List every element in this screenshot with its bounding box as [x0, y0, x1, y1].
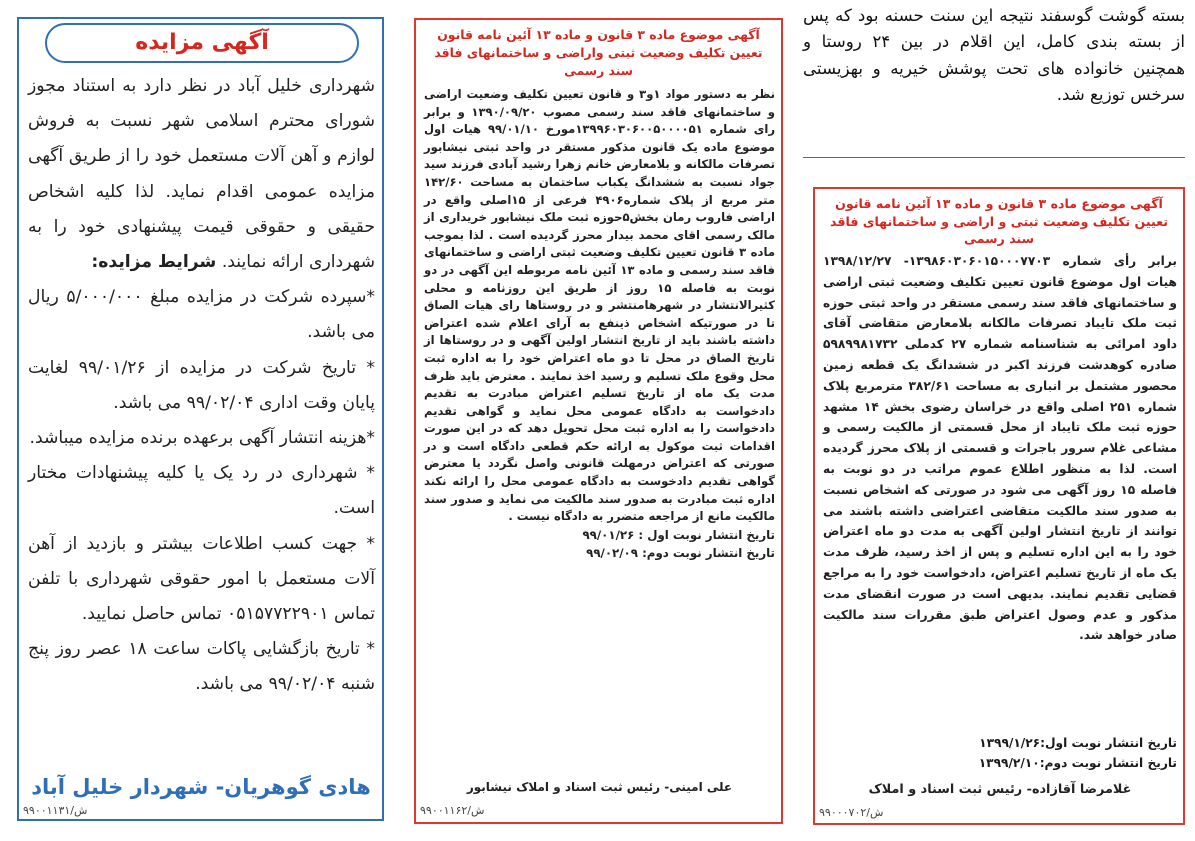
auction-ad-code: ش/۹۹۰۰۱۱۳۱ [23, 804, 88, 817]
registry-ad-heading: آگهی موضوع ماده ۳ قانون و ماده ۱۳ آئین نامه قانون تعیین تکلیف وضعیت ثبتی واراضی و ساختمانهای فاقد سند رسمی [434, 27, 763, 78]
registry-ad-dates [823, 733, 1177, 773]
registry-ad-date-first: تاریخ انتشار نوبت اول:۱۳۹۹/۱/۲۶ [979, 736, 1177, 750]
registry-ad-text: برابر رأی شماره ۱۳۹۸۶۰۳۰۶۰۱۵۰۰۰۷۷۰۳- ۱۳۹۸/۱۲/۲۷ هیات اول موضوع قانون تعیین تکلیف وضعیت ثبتی اراضی و ساختمانهای فاقد سند رسمی مستقر در واحد ثبتی حوزه ثبت ملک تایباد تصرفات مالکانه بلامعارض متقاضی آقای داود امرائی به شناسنامه شماره ۲۷ کدملی ۵۹۸۹۹۸۱۷۳۲ صادره کوهدشت فرزند اکبر در ششدانگ یک قطعه زمین محصور مشتمل بر انباری به مساحت ۳۸۲/۶۱ مترمربع پلاک شماره ۲۵۱ اصلی واقع در خراسان رضوی بخش ۱۴ مشهد حوزه ثبت ملک تایباد از محل قسمتی از مالکیت رسمی و مشاعی غلام سرور باجرات و قسمتی از پلاک محرز گردیده است. لذا به منظور اطلاع عموم مراتب در دو نوبت به فاصله ۱۵ روز آگهی می شود در صورتی که اشخاص نسبت به صدور سند مالکیت متقاضی اعتراضی داشته باشند می توانند از تاریخ انتشار اولین آگهی به مدت دو ماه اعتراض خود را به این اداره تسلیم و پس از اخذ رسید، ظرف مدت یک ماه از تاریخ تسلیم اعتراض، دادخواست خود را به مراجع قضایی تقدیم نمایند. بدیهی است در صورت انقضای مدت مذکور و عدم وصول اعتراض طبق مقررات سند مالکیت صادر خواهد شد. [823, 254, 1177, 643]
auction-condition-item: * تاریخ بازگشایی پاکات ساعت ۱۸ عصر روز پنج شنبه ۹۹/۰۲/۰۴ می باشد. [28, 639, 376, 695]
auction-ad-signature: هادی گوهریان- شهردار خلیل آباد [31, 775, 371, 799]
auction-condition-item: * شهرداری در رد یک یا کلیه پیشنهادات مختار است. [28, 463, 375, 519]
auction-condition-item: * تاریخ شرکت در مزایده از ۹۹/۰۱/۲۶ لغایت پایان وقت اداری ۹۹/۰۲/۰۴ می باشد. [28, 357, 376, 413]
auction-ad-intro: شهرداری خلیل آباد در نظر دارد به استناد مجوز شورای محترم اسلامی شهر نسبت به فروش لوازم و آهن آلات مستعمل خود را از طریق آگهی مزایده عمومی اقدام نماید. لذا کلیه اشخاص حقیقی و حقوقی قیمت پیشنهادی خود را به شهرداری ارائه نمایند. شرایط مزایده: [28, 76, 375, 273]
registry-ad-text: نظر به دستور مواد ۱و۳ و قانون تعیین تکلیف وضعیت اراضی و ساختمانهای فاقد سند رسمی مصوب ۱۳۹۰/۰۹/۲۰ و برابر رای شماره ۱۳۹۹۶۰۳۰۶۰۰۵۰۰۰۰۵۱مورخ ۹۹/۰۱/۱۰ هیات اول موضوع ماده یک قانون مذکور مستقر در واحد ثبتی نیشابور تصرفات مالکانه و بلامعارض خانم زهرا رشید آبادی فرزند سید جواد نسبت به ششدانگ یکباب ساختمان به مساحت ۱۴۲/۶۰ متر مربع از پلاک شماره۴۹۰۶ فرعی از ۱۵اصلی واقع در اراضی فاروب رمان بخش۵حوزه ثبت ملک نیشابور خریداری از مالک رسمی اقای محمد بیدار محرز گردیده است . لذا بموجب ماده ۳ قانون تعیین تکلیف وضعیت ثبتی اراضی و ساختمانهای فاقد سند رسمی و ماده ۱۳ آئین نامه مربوطه این آگهی در دو نوبت به فاصله ۱۵ روز از طریق این روزنامه و محلی کثیرالانتشار در شهرهامنتشر و در روستاها رای هیات الصاق تا در صورتیکه اشخاص ذینفع به آرای اعلام شده اعتراض داشته باشند باید از تاریخ انتشار اولین آگهی و در روستاها از تاریخ الصاق در محل تا دو ماه اعتراض خود را به اداره ثبت محل وقوع ملک تسلیم و رسید اخذ نمایند . معترض باید ظرف مدت یک ماه از تاریخ تسلیم اعتراض مبادرت به تقدیم دادخواست به دادگاه عمومی محل نماید و گواهی تقدیم دادخواست را به اداره ثبت محل تحویل دهد که در این صورت اقدامات ثبت موکول به ارائه حکم قطعی دادگاه است و در صورتی که اعتراض درمهلت قانونی واصل نگردد یا معترض گواهی تقدیم دادخوست به دادگاه عمومی محل را ارائه نکند اداره ثبت مبادرت به صدور سند مالکیت می نماید و صدور سند مالکیت مانع از مراجعه متضرر به دادگاه نیست . [424, 87, 776, 524]
registry-ad-date-second: تاریخ انتشار نوبت دوم: ۹۹/۰۲/۰۹ [586, 545, 775, 560]
column-divider [803, 157, 1185, 158]
registry-ad-nishapur [414, 18, 783, 824]
auction-condition-item: *سپرده شرکت در مزایده مبلغ ۵/۰۰۰/۰۰۰ ریال می باشد. [28, 287, 375, 343]
registry-ad-signature: علی امینی- رئیس ثبت اسناد و املاک نیشابور [466, 780, 733, 794]
registry-ad-heading: آگهی موضوع ماده ۳ قانون و ماده ۱۳ آئین نامه قانون تعیین تکلیف وضعیت ثبتی و اراضی و ساختمانهای فاقد سند رسمی [830, 196, 1168, 246]
auction-conditions-label: شرایط مزایده: [91, 252, 217, 273]
registry-ad-code: ش/۹۹۰۰۰۷۰۲ [819, 806, 884, 819]
registry-ad-date-second: تاریخ انتشار نوبت دوم:۱۳۹۹/۲/۱۰ [978, 756, 1177, 770]
auction-ad-title: آگهی مزایده [45, 23, 359, 63]
registry-ad-body [823, 251, 1177, 646]
registry-ad-taybad [813, 187, 1185, 825]
auction-ad-body [28, 69, 375, 703]
auction-condition-item: * جهت کسب اطلاعات بیشتر و بازدید از آهن آلات مستعمل با امور حقوقی شهرداری با تلفن تماس ۰۵۱۵۷۷۲۲۹۰۱ تماس حاصل نمایید. [28, 533, 375, 625]
registry-ad-code: ش/۹۹۰۰۱۱۶۲ [420, 804, 485, 817]
article-text-fragment: بسته گوشت گوسفند نتیجه این سنت حسنه بود که پس از بسته بندی کامل، این اقلام در بین ۲۴ روستا و همچنین خانواده های تحت پوشش خیریه و بهزیستی سرخس توزیع شد. [803, 5, 1185, 105]
registry-ad-signature: غلامرضا آقازاده- رئیس ثبت اسناد و املاک [868, 782, 1132, 797]
auction-ad [17, 17, 384, 821]
registry-ad-date-first: تاریخ انتشار نوبت اول : ۹۹/۰۱/۲۶ [582, 527, 775, 542]
auction-condition-item: *هزینه انتشار آگهی برعهده برنده مزایده میباشد. [29, 428, 375, 449]
registry-ad-body [424, 86, 775, 562]
